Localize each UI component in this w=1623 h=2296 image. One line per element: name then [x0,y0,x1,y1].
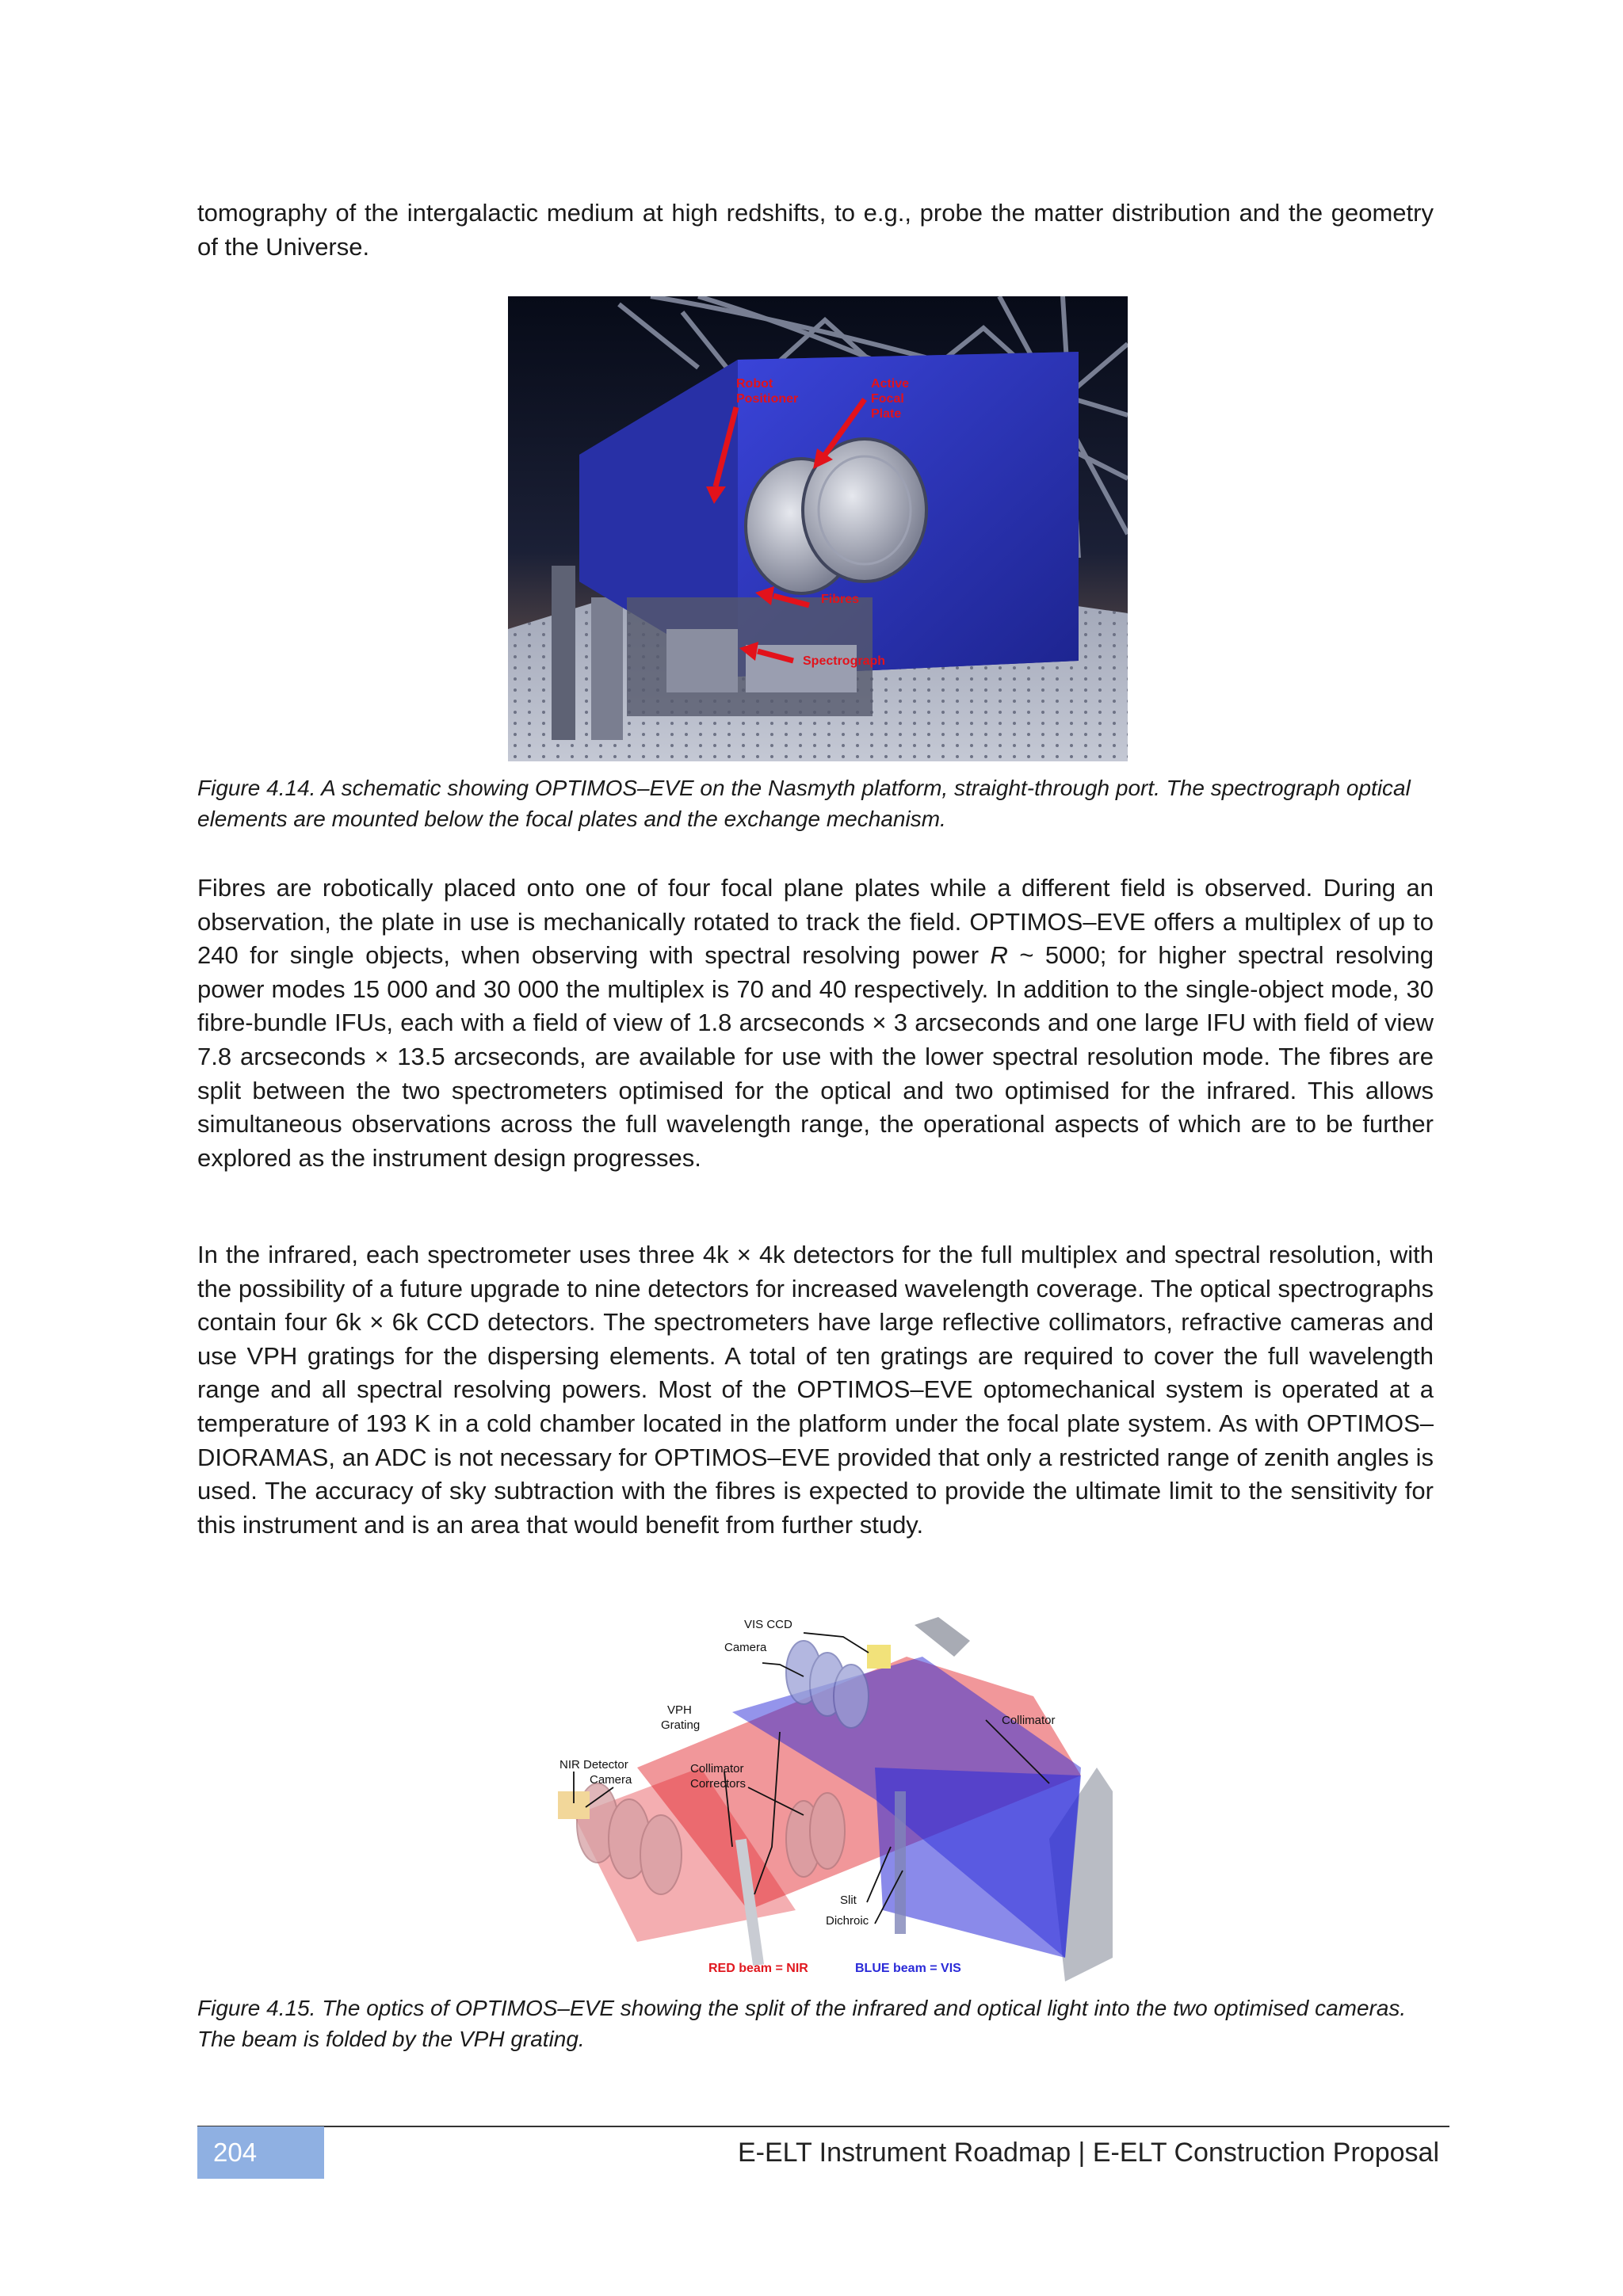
label-robot-line1: Robot [736,377,773,391]
label-fibres: Fibres [821,593,860,606]
label-coll-corr-line2: Correctors [690,1777,747,1791]
figure-4-14-image [508,296,1128,761]
label-nir-line1: NIR Detector [559,1758,628,1772]
paragraph-fibres [197,871,1434,1175]
p1-text-a: Fibres are robotically placed onto one of four focal plane plates while a different field is observed. During an observation, the plate in use is mechanically rotated to track the field. OPTIMOS–EVE offers a multiplex of up to 240 for single objects, when observing with spectral resolving power [197,874,1434,970]
intro-paragraph: tomography of the intergalactic medium at high redshifts, to e.g., probe the matter distribution and the geometry of the Universe. [197,199,1434,261]
label-vph-line2: Grating [661,1718,701,1732]
label-vis-ccd: VIS CCD [744,1618,792,1631]
paragraph-infrared: In the infrared, each spectrometer uses three 4k × 4k detectors for the full multiplex and spectral resolution, with the possibility of a future upgrade to nine detectors for increased wavelength coverage. The optical spectrographs contain four 6k × 6k CCD detectors. The spectrometers have large reflective collimators, refractive cameras and use VPH gratings for the dispersing elements. A total of ten gratings are required to cover the full wavelength range and all spectral resolving powers. Most of the OPTIMOS–EVE optomechanical system is operated at a temperature of 193 K in a cold chamber located in the platform under the focal plate system. As with OPTIMOS–DIORAMAS, an ADC is not necessary for OPTIMOS–EVE provided that only a restricted range of zenith angles is used. The accuracy of sky subtraction with the fibres is expected to provide the ultimate limit to the sensitivity for this instrument and is an area that would benefit from further study. [197,1241,1434,1539]
label-vph-line1: VPH [667,1703,692,1717]
label-collimator: Collimator [1002,1714,1056,1727]
label-robot-line2: Positioner [736,392,799,406]
label-plate-line2: Focal [871,392,904,406]
footer-rule [197,2126,1449,2127]
label-slit: Slit [840,1894,857,1907]
figure-4-15-caption: Figure 4.15. The optics of OPTIMOS–EVE showing the split of the infrared and optical light into the two optimised cameras. The beam is folded by the VPH grating. [197,1996,1407,2051]
label-coll-corr-line1: Collimator [690,1762,744,1775]
label-camera-top: Camera [724,1641,767,1654]
figure-4-15-image [542,1609,1113,1981]
label-blue-beam: BLUE beam = VIS [855,1962,961,1975]
label-nir-line2: Camera [590,1773,632,1787]
label-plate-line3: Plate [871,407,902,421]
page-number: 204 [197,2126,324,2179]
p1-text-b: ~ 5000; for higher spectral resolving power modes 15 000 and 30 000 the multiplex is 70 and 40 respectively. In addition to the single-object mode, 30 fibre-bundle IFUs, each with a field of view of 1.8 arcseconds × 3 arcseconds and one large IFU with field of view 7.8 arcseconds × 13.5 arcseconds, are available for use with the lower spectral resolution mode. The fibres are split between the two spectrometers optimised for the optical and two optimised for the infrared. This allows simultaneous observations across the full wavelength range, the operational aspects of which are to be further explored as the instrument design progresses. [197,941,1434,1172]
label-plate-line1: Active [871,377,910,391]
label-spectrograph: Spectrograph [803,654,886,668]
label-dichroic: Dichroic [826,1914,869,1928]
p1-resolving-power-symbol: R [990,941,1008,970]
figure-4-14-caption: Figure 4.14. A schematic showing OPTIMOS–EVE on the Nasmyth platform, straight-through port. The spectrograph optical elements are mounted below the focal plates and the exchange mechanism. [197,776,1411,831]
label-red-beam: RED beam = NIR [708,1962,808,1975]
footer-title: E-ELT Instrument Roadmap | E-ELT Construction Proposal [737,2138,1439,2168]
